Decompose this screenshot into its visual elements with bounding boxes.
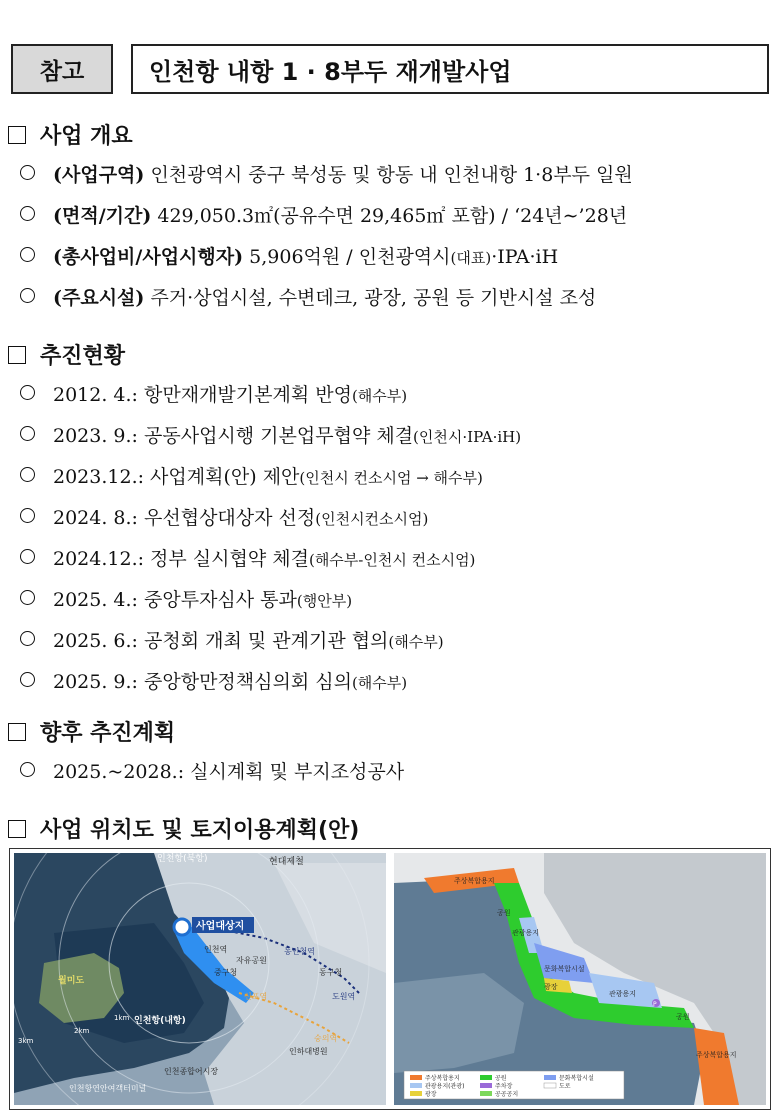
land-label-culture: 문화복합시설	[544, 965, 585, 973]
map-label-junggu: 중구청	[214, 968, 238, 977]
item-text: 5,906억원 / 인천광역시	[243, 246, 451, 268]
overview-item	[20, 283, 596, 310]
map-label-inner-port: 인천항(내항)	[134, 1016, 186, 1026]
plan-item	[20, 757, 404, 784]
progress-item	[20, 462, 483, 489]
item-note: (해수부)	[351, 387, 408, 405]
item-date: 2012. 4.:	[53, 384, 138, 406]
land-label-park-1: 공원	[497, 909, 511, 917]
circle-bullet-icon	[20, 426, 35, 441]
legend-label: 광장	[425, 1091, 437, 1098]
item-label: (면적/기간)	[53, 205, 152, 227]
map-label-north-port: 인천항(북항)	[157, 854, 208, 864]
item-text: 공동사업시행 기본업무협약 체결	[137, 425, 414, 447]
section-plan-heading	[8, 716, 175, 747]
item-note: (인천시 컨소시엄 → 해수부)	[299, 469, 483, 487]
legend-label: 주상복합용지	[425, 1075, 460, 1082]
legend-label: 공공공지	[495, 1091, 519, 1098]
checkbox-square-icon	[8, 126, 26, 144]
item-text: 우선협상대상자 선정	[137, 507, 316, 529]
progress-item	[20, 626, 444, 653]
map-label-market: 인천종합어시장	[164, 1067, 219, 1076]
map-label-site: 사업대상지	[196, 921, 245, 932]
map-label-wolmido: 월미도	[58, 976, 85, 986]
land-use-map	[394, 853, 766, 1105]
item-date: 2024. 8.:	[53, 507, 138, 529]
circle-bullet-icon	[20, 631, 35, 646]
circle-bullet-icon	[20, 508, 35, 523]
location-map	[14, 853, 386, 1105]
section-title: 사업 위치도 및 토지이용계획(안)	[40, 818, 360, 843]
map-label-1km: 1km	[114, 1014, 130, 1022]
legend-label: 도로	[559, 1083, 571, 1090]
circle-bullet-icon	[20, 385, 35, 400]
item-note: (대표)	[450, 249, 492, 267]
item-text: 사업계획(안) 제안	[144, 466, 300, 488]
item-note: (해수부-인천시 컨소시엄)	[308, 551, 476, 569]
map-label-3km: 3km	[18, 1037, 34, 1045]
map-label-steel: 현대제철	[269, 857, 304, 867]
item-text: 인천광역시 중구 북성동 및 항동 내 인천내항 1·8부두 일원	[144, 164, 633, 186]
map-label-donggu: 동구청	[319, 968, 343, 977]
item-date: 2025. 6.:	[53, 630, 138, 652]
item-text: 주거·상업시설, 수변데크, 광장, 공원 등 기반시설 조성	[144, 287, 597, 309]
circle-bullet-icon	[20, 165, 35, 180]
circle-bullet-icon	[20, 288, 35, 303]
item-label: (사업구역)	[53, 164, 145, 186]
item-text: 중앙투자심사 통과	[137, 589, 297, 611]
item-date: 2023.12.:	[53, 466, 145, 488]
item-text: 정부 실시협약 체결	[144, 548, 309, 570]
circle-bullet-icon	[20, 206, 35, 221]
item-label: (총사업비/사업시행자)	[53, 246, 244, 268]
item-date: 2023. 9.:	[53, 425, 138, 447]
progress-item	[20, 667, 407, 694]
item-note: (해수부)	[388, 633, 444, 651]
progress-item	[20, 380, 407, 407]
item-text: 공청회 개최 및 관계기관 협의	[137, 630, 389, 652]
map-label-incheon-station: 인천역	[204, 945, 228, 954]
reference-tag: 참고	[11, 44, 113, 94]
land-label-tourism-2: 관광용지	[609, 990, 637, 998]
map-label-2km: 2km	[74, 1027, 90, 1035]
item-note: (인천시컨소시엄)	[315, 510, 429, 528]
overview-item	[20, 160, 633, 187]
progress-item	[20, 544, 475, 571]
parking-icon: P	[653, 1001, 657, 1008]
checkbox-square-icon	[8, 723, 26, 741]
progress-item	[20, 421, 521, 448]
land-label-plaza: 광장	[544, 983, 558, 991]
overview-item	[20, 242, 558, 269]
circle-bullet-icon	[20, 672, 35, 687]
section-progress-heading	[8, 339, 125, 370]
item-text: 429,050.3㎡(공유수면 29,465㎡ 포함) / ‘24년∼’28년	[151, 205, 628, 227]
legend-label: 주차장	[495, 1083, 513, 1090]
circle-bullet-icon	[20, 549, 35, 564]
item-note: (해수부)	[351, 674, 408, 692]
map-label-dowon: 도원역	[332, 992, 356, 1001]
item-date: 2025. 9.:	[53, 671, 138, 693]
land-label-bottom-mixed: 주상복합용지	[696, 1051, 737, 1059]
section-overview-heading	[8, 119, 133, 150]
page-title: 인천항 내항 1 · 8부두 재개발사업	[131, 44, 769, 94]
item-date: 2025. 4.:	[53, 589, 138, 611]
progress-item	[20, 503, 428, 530]
section-title: 추진현황	[40, 344, 126, 369]
map-label-sinpo: 신포역	[244, 992, 268, 1001]
item-text: 실시계획 및 부지조성공사	[184, 761, 405, 783]
maps-frame	[9, 848, 771, 1110]
item-note: (행안부)	[296, 592, 353, 610]
overview-item	[20, 201, 627, 228]
land-label-top-mixed: 주상복합용지	[454, 877, 495, 885]
item-text: 항만재개발기본계획 반영	[137, 384, 352, 406]
item-tail: ·IPA·iH	[491, 246, 559, 268]
map-label-dongincheon: 동인천역	[284, 947, 315, 956]
legend-label: 문화복합시설	[559, 1075, 594, 1082]
map-label-inha: 인하대병원	[289, 1047, 328, 1056]
item-date: 2025.~2028.:	[53, 761, 185, 783]
item-note: (인천시·IPA·iH)	[413, 428, 522, 446]
circle-bullet-icon	[20, 467, 35, 482]
land-label-park-2: 공원	[676, 1013, 690, 1021]
legend-label: 관광용지(관광)	[425, 1083, 465, 1090]
section-title: 사업 개요	[40, 124, 133, 149]
circle-bullet-icon	[20, 590, 35, 605]
checkbox-square-icon	[8, 820, 26, 838]
section-map-heading	[8, 813, 359, 844]
legend-label: 공원	[495, 1075, 507, 1082]
checkbox-square-icon	[8, 346, 26, 364]
item-text: 중앙항만정책심의회 심의	[137, 671, 352, 693]
map-label-ferry: 인천항연안여객터미널	[69, 1084, 147, 1093]
circle-bullet-icon	[20, 762, 35, 777]
item-label: (주요시설)	[53, 287, 145, 309]
map-label-freedom-park: 자유공원	[236, 956, 267, 965]
item-date: 2024.12.:	[53, 548, 145, 570]
circle-bullet-icon	[20, 247, 35, 262]
map-label-songui: 숭의역	[314, 1034, 338, 1043]
progress-item	[20, 585, 352, 612]
section-title: 향후 추진계획	[40, 721, 176, 746]
land-label-tourism-1: 관광용지	[512, 929, 540, 937]
